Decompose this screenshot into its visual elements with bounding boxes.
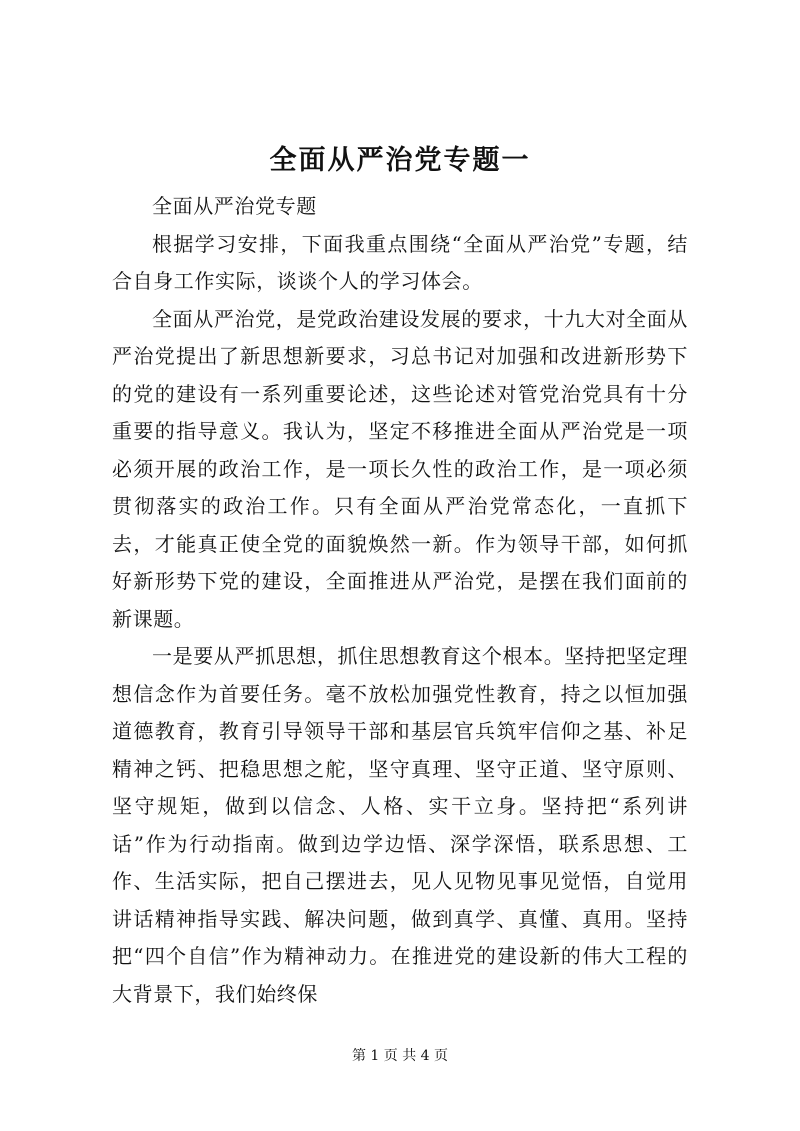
document-title: 全面从严治党专题一 xyxy=(269,145,531,176)
page-number-footer: 第 1 页 共 4 页 xyxy=(351,1048,449,1064)
paragraph-intro: 根据学习安排，下面我重点围绕“全面从严治党”专题，结合自身工作实际，谈谈个人的学习体会。 xyxy=(112,231,688,293)
paragraph-importance: 全面从严治党，是党政治建设发展的要求，十九大对全面从严治党提出了新思想新要求，习总书记对加强和改进新形势下的党的建设有一系列重要论述，这些论述对管党治党具有十分重要的指导意义。我认为，坚定不移推进全面从严治党是一项必须开展的政治工作，是一项长久性的政治工作，是一项必须贯彻落实的政治工作。只有全面从严治党常态化，一直抓下去，才能真正使全党的面貌焕然一新。作为领导干部，如何抓好新形势下党的建设，全面推进从严治党，是摆在我们面前的新课题。 xyxy=(112,306,688,631)
paragraph-subtitle: 全面从严治党专题 xyxy=(152,194,317,218)
paragraph-point-one: 一是要从严抓思想，抓住思想教育这个根本。坚持把坚定理想信念作为首要任务。毫不放松加强党性教育，持之以恒加强道德教育，教育引导领导干部和基层官兵筑牢信仰之基、补足精神之钙、把稳思想之舵，坚守真理、坚守正道、坚守原则、坚守规矩，做到以信念、人格、实干立身。坚持把“系列讲话”作为行动指南。做到边学边悟、深学深悟，联系思想、工作、生活实际，把自己摆进去，见人见物见事见觉悟，自觉用讲话精神指导实践、解决问题，做到真学、真懂、真用。坚持把“四个自信”作为精神动力。在推进党的建设新的伟大工程的大背景下，我们始终保 xyxy=(112,644,688,1006)
document-body xyxy=(112,188,688,1013)
